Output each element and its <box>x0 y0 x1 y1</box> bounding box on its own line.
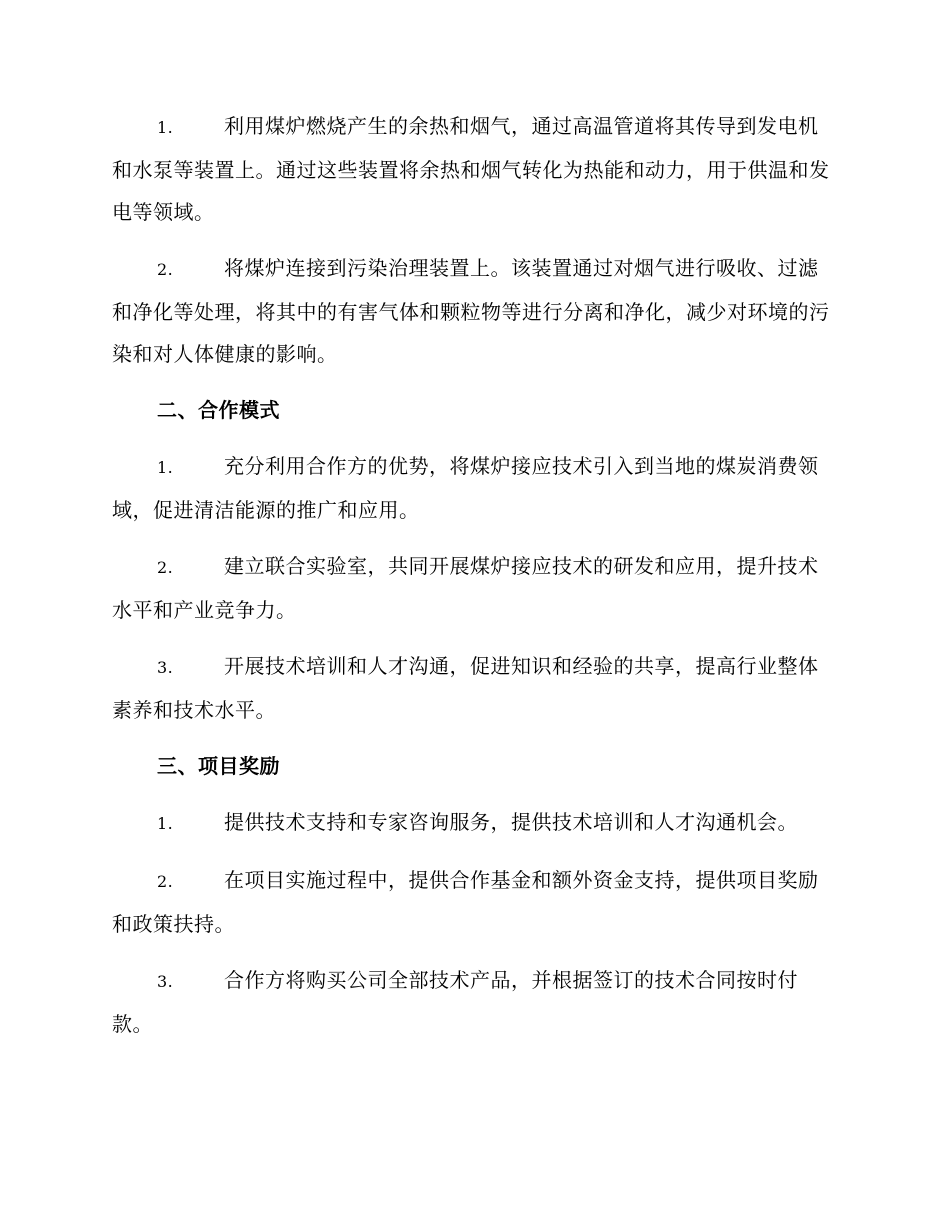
item-number: 1. <box>157 814 174 833</box>
item-text: 在项目实施过程中，提供合作基金和额外资金支持，提供项目奖励和政策扶持。 <box>112 868 819 936</box>
item-number: 2. <box>157 558 174 577</box>
cooperation-item-1 <box>112 445 835 531</box>
intro-item-2 <box>112 247 835 375</box>
rewards-item-1 <box>112 801 835 845</box>
cooperation-item-3 <box>112 645 835 731</box>
item-number: 2. <box>157 872 174 891</box>
item-text: 开展技术培训和人才沟通，促进知识和经验的共享，提高行业整体素养和技术水平。 <box>112 654 819 722</box>
section-heading-rewards: 三、项目奖励 <box>157 754 280 778</box>
item-number: 2. <box>157 260 174 279</box>
cooperation-item-2 <box>112 545 835 631</box>
intro-item-1 <box>112 105 835 233</box>
item-text: 提供技术支持和专家咨询服务，提供技术培训和人才沟通机会。 <box>224 810 798 834</box>
item-number: 1. <box>157 458 174 477</box>
section-heading-cooperation: 二、合作模式 <box>157 398 280 422</box>
item-number: 1. <box>157 118 174 137</box>
item-text: 充分利用合作方的优势，将煤炉接应技术引入到当地的煤炭消费领域，促进清洁能源的推广和应用。 <box>112 454 819 522</box>
item-number: 3. <box>157 658 174 677</box>
item-text: 利用煤炉燃烧产生的余热和烟气，通过高温管道将其传导到发电机和水泵等装置上。通过这些装置将余热和烟气转化为热能和动力，用于供温和发电等领域。 <box>112 114 830 224</box>
item-text: 合作方将购买公司全部技术产品，并根据签订的技术合同按时付款。 <box>112 968 798 1036</box>
item-number: 3. <box>157 972 174 991</box>
item-text: 将煤炉连接到污染治理装置上。该装置通过对烟气进行吸收、过滤和净化等处理，将其中的有害气体和颗粒物等进行分离和净化，减少对环境的污染和对人体健康的影响。 <box>112 256 830 366</box>
document-body <box>112 105 835 1059</box>
rewards-item-3 <box>112 959 835 1045</box>
item-text: 建立联合实验室，共同开展煤炉接应技术的研发和应用，提升技术水平和产业竞争力。 <box>112 554 819 622</box>
rewards-item-2 <box>112 859 835 945</box>
